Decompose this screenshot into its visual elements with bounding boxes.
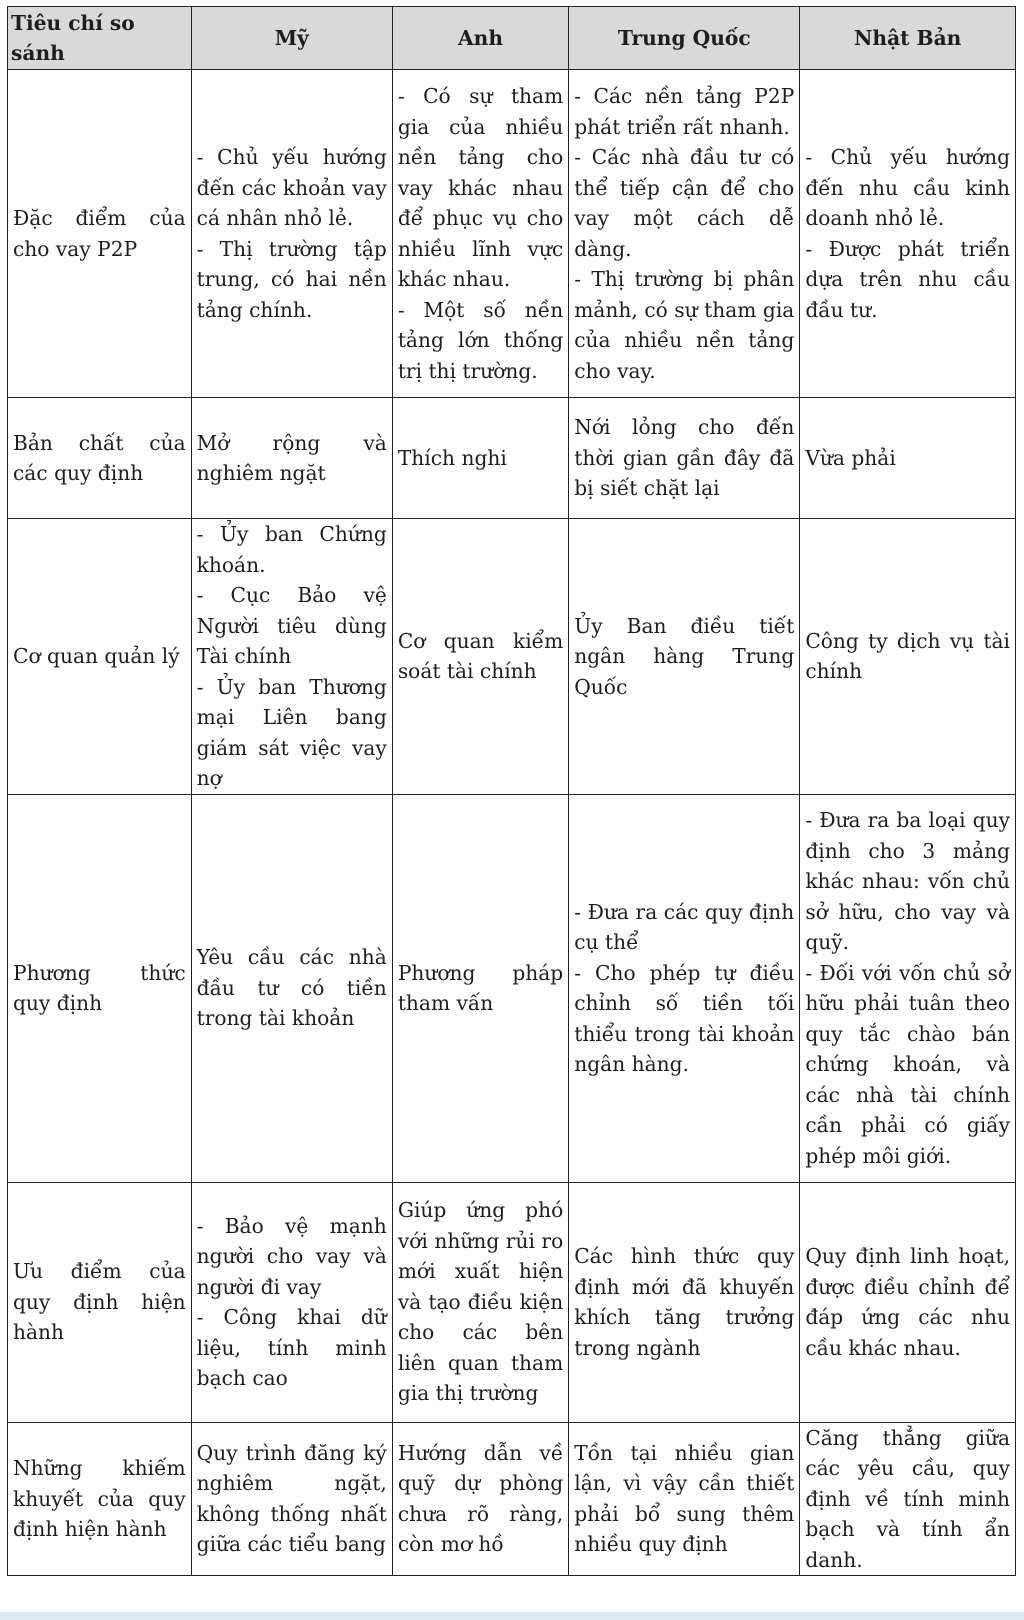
cell-nhat-ban bbox=[800, 794, 1016, 1182]
cell-line: - Bảo vệ mạnh người cho vay và người đi vay bbox=[196, 1213, 387, 1299]
cell-line: - Cho phép tự điều chỉnh số tiền tối thiểu trong tài khoản ngân hàng. bbox=[574, 960, 795, 1076]
cell-line: - Có sự tham gia của nhiều nền tảng cho vay khác nhau để phục vụ cho nhiều lĩnh vực khác nhau. bbox=[397, 84, 564, 291]
cell-line: - Chủ yếu hướng đến nhu cầu kinh doanh nhỏ lẻ. bbox=[805, 145, 1010, 230]
cell-line: - Được phát triển dựa trên nhu cầu đầu tư. bbox=[805, 236, 1010, 322]
cell-anh bbox=[392, 794, 568, 1182]
cell-criterion: Ưu điểm của quy định hiện hành bbox=[8, 1182, 192, 1422]
cell-line: Yêu cầu các nhà đầu tư có tiền trong tài khoản bbox=[196, 945, 387, 1031]
cell-line: Vừa phải bbox=[805, 445, 896, 470]
cell-line: - Ủy ban Chứng khoán. bbox=[196, 522, 387, 577]
cell-trung-quoc bbox=[569, 398, 800, 519]
cell-my bbox=[191, 519, 392, 795]
cell-line: - Ủy ban Thương mại Liên bang giám sát việc vay nợ bbox=[196, 674, 387, 790]
cell-my bbox=[191, 1182, 392, 1422]
cell-anh bbox=[392, 398, 568, 519]
cell-line: Phương pháp tham vấn bbox=[397, 960, 564, 1015]
header-my: Mỹ bbox=[191, 7, 392, 70]
cell-trung-quoc bbox=[569, 794, 800, 1182]
cell-trung-quoc bbox=[569, 70, 800, 398]
bottom-edge-bar bbox=[0, 1612, 1024, 1620]
table-row bbox=[8, 1422, 1016, 1576]
table-row bbox=[8, 519, 1016, 795]
cell-anh bbox=[392, 70, 568, 398]
cell-line: - Chủ yếu hướng đến các khoản vay cá nhân nhỏ lẻ. bbox=[196, 145, 387, 230]
cell-line: - Một số nền tảng lớn thống trị thị trường. bbox=[397, 297, 564, 383]
cell-line: Tồn tại nhiều gian lận, vì vậy cần thiết phải bổ sung thêm nhiều quy định bbox=[574, 1440, 795, 1557]
cell-nhat-ban bbox=[800, 519, 1016, 795]
cell-criterion: Cơ quan quản lý bbox=[8, 519, 192, 795]
table-row bbox=[8, 70, 1016, 398]
header-anh: Anh bbox=[392, 7, 568, 70]
cell-line: - Đưa ra các quy định cụ thể bbox=[574, 899, 795, 954]
cell-line: Hướng dẫn về quỹ dự phòng chưa rõ ràng, còn mơ hồ bbox=[397, 1440, 564, 1557]
cell-line: Công ty dịch vụ tài chính bbox=[805, 628, 1010, 684]
cell-line: Nới lỏng cho đến thời gian gần đây đã bị siết chặt lại bbox=[574, 415, 795, 501]
cell-trung-quoc bbox=[569, 1182, 800, 1422]
p2p-comparison-table bbox=[7, 6, 1016, 1576]
cell-line: Quy định linh hoạt, được điều chỉnh để đáp ứng các nhu cầu khác nhau. bbox=[805, 1244, 1010, 1360]
cell-criterion: Đặc điểm của cho vay P2P bbox=[8, 70, 192, 398]
cell-line: Giúp ứng phó với những rủi ro mới xuất hiện và tạo điều kiện cho các bên liên quan tham gia thị trường bbox=[397, 1198, 564, 1406]
cell-line: - Đưa ra ba loại quy định cho 3 mảng khác nhau: vốn chủ sở hữu, cho vay và quỹ. bbox=[805, 808, 1010, 954]
cell-line: Các hình thức quy định mới đã khuyến khích tăng trưởng trong ngành bbox=[574, 1244, 795, 1360]
cell-line: - Đối với vốn chủ sở hữu phải tuân theo quy tắc chào bán chứng khoán, và các nhà tài chính cần phải có giấy phép môi giới. bbox=[805, 960, 1010, 1168]
cell-criterion: Những khiếm khuyết của quy định hiện hành bbox=[8, 1422, 192, 1576]
table-row bbox=[8, 794, 1016, 1182]
comparison-table-container bbox=[7, 6, 1016, 1576]
cell-my bbox=[191, 1422, 392, 1576]
cell-my bbox=[191, 398, 392, 519]
cell-trung-quoc bbox=[569, 519, 800, 795]
cell-line: Mở rộng và nghiêm ngặt bbox=[196, 430, 387, 485]
header-nhat-ban: Nhật Bản bbox=[800, 7, 1016, 70]
cell-my bbox=[191, 70, 392, 398]
cell-line: Căng thẳng giữa các yêu cầu, quy định về tính minh bạch và tính ẩn danh. bbox=[805, 1425, 1010, 1572]
cell-nhat-ban bbox=[800, 398, 1016, 519]
cell-my bbox=[191, 794, 392, 1182]
cell-anh bbox=[392, 1422, 568, 1576]
cell-criterion: Bản chất của các quy định bbox=[8, 398, 192, 519]
cell-line: - Cục Bảo vệ Người tiêu dùng Tài chính bbox=[196, 583, 387, 668]
cell-line: Thích nghi bbox=[397, 445, 507, 470]
cell-line: - Các nhà đầu tư có thể tiếp cận để cho vay một cách dễ dàng. bbox=[574, 145, 795, 261]
cell-anh bbox=[392, 519, 568, 795]
header-criterion: Tiêu chí so sánh bbox=[8, 7, 192, 70]
cell-trung-quoc bbox=[569, 1422, 800, 1576]
cell-nhat-ban bbox=[800, 1422, 1016, 1576]
header-row bbox=[8, 7, 1016, 70]
cell-line: - Các nền tảng P2P phát triển rất nhanh. bbox=[574, 84, 795, 139]
cell-criterion: Phương thức quy định bbox=[8, 794, 192, 1182]
table-row bbox=[8, 398, 1016, 519]
cell-line: Ủy Ban điều tiết ngân hàng Trung Quốc bbox=[574, 613, 795, 699]
cell-line: - Thị trường tập trung, có hai nền tảng chính. bbox=[196, 236, 387, 322]
cell-line: Quy trình đăng ký nghiêm ngặt, không thống nhất giữa các tiểu bang bbox=[196, 1440, 387, 1557]
cell-nhat-ban bbox=[800, 70, 1016, 398]
cell-line: Cơ quan kiểm soát tài chính bbox=[397, 628, 564, 684]
cell-nhat-ban bbox=[800, 1182, 1016, 1422]
cell-line: - Công khai dữ liệu, tính minh bạch cao bbox=[196, 1305, 387, 1390]
header-trung-quoc: Trung Quốc bbox=[569, 7, 800, 70]
table-row bbox=[8, 1182, 1016, 1422]
cell-line: - Thị trường bị phân mảnh, có sự tham gia của nhiều nền tảng cho vay. bbox=[574, 267, 795, 383]
cell-anh bbox=[392, 1182, 568, 1422]
